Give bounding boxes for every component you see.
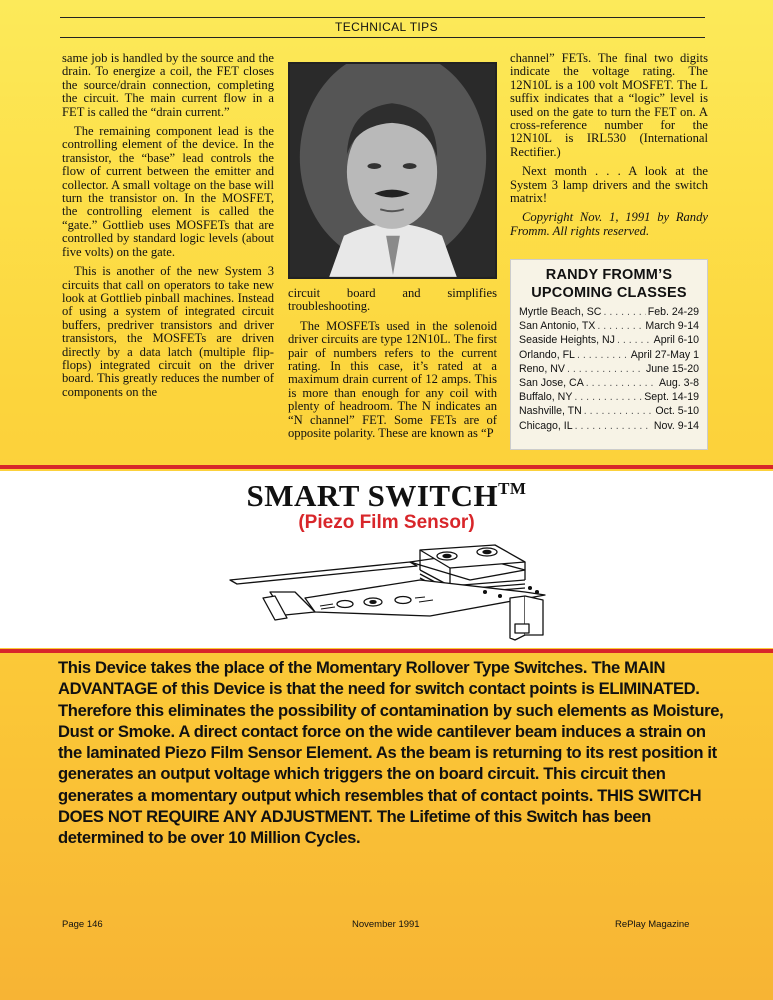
article-paragraph: Next month . . . A look at the System 3 lamp drivers and the switch matrix! xyxy=(510,164,708,206)
article-column-3 xyxy=(510,52,708,244)
class-city: Nashville, TN xyxy=(519,405,582,418)
class-date: Aug. 3-8 xyxy=(658,377,699,390)
class-row xyxy=(519,390,699,404)
class-date: June 15-20 xyxy=(645,362,699,375)
article-paragraph: The MOSFETs used in the solenoid driver circuits are type 12N10L. The first pair of numbers refers to the current rating. In this case, it’s rated at a maximum drain current of 12 amps. This is more than enough for any coil with plenty of headroom. The N indicates an “N channel” FET. Some FETs are of opposite polarity. These are known as “P xyxy=(288,318,497,441)
magazine-name: RePlay Magazine xyxy=(615,919,690,930)
ad-subtitle: (Piezo Film Sensor) xyxy=(298,512,475,533)
class-date: April 6-10 xyxy=(653,334,699,347)
class-city: San Antonio, TX xyxy=(519,320,596,333)
class-date: Sept. 14-19 xyxy=(644,391,699,404)
class-city: Buffalo, NY xyxy=(519,391,573,404)
class-row xyxy=(519,348,699,362)
class-row xyxy=(519,333,699,347)
class-row xyxy=(519,404,699,418)
article-column-1 xyxy=(62,52,274,405)
article-column-2 xyxy=(288,287,497,446)
ad-title xyxy=(0,478,773,514)
ad-title-text: SMART SWITCH xyxy=(246,478,499,513)
class-date: Feb. 24-29 xyxy=(647,306,699,318)
article-paragraph: This is another of the new System 3 circuits that call on operators to take new look at Gottlieb pinball machines. Instead of using a system of integrated circuit buffers, predriver transistors and driver transistors, the MOSFETs are driven directly by a data latch (multiple flip-flops) integrated circuit on the driver board. This greatly reduces the number of components on the xyxy=(62,264,274,399)
switch-illustration xyxy=(225,540,570,645)
class-row xyxy=(519,305,699,319)
issue-date: November 1991 xyxy=(352,919,420,930)
copyright-notice: Copyright Nov. 1, 1991 by Randy Fromm. All rights reserved. xyxy=(510,210,708,238)
class-row xyxy=(519,319,699,333)
article-paragraph: circuit board and simplifies troubleshooting. xyxy=(288,286,497,314)
header-rule-top xyxy=(60,17,705,18)
class-date: Nov. 9-14 xyxy=(653,419,699,432)
class-city: Reno, NV xyxy=(519,362,565,375)
article-paragraph: The remaining component lead is the controlling element of the device. In the transistor, the “base” lead controls the flow of current between the emitter and collector. A small voltage on the base will turn the transistor on. In the MOSFET, the controlling element is called the “gate.” Gottlieb uses MOSFETs that are controlled by standard logic levels (about five volts) on the gate. xyxy=(62,124,274,259)
class-date: March 9-14 xyxy=(645,320,699,333)
portrait-image xyxy=(290,64,495,277)
class-city: Myrtle Beach, SC xyxy=(519,306,602,318)
article-paragraph: channel” FETs. The final two digits indicate the voltage rating. The 12N10L is a 100 volt MOSFET. The L suffix indicates that a “logic” level is used on the gate to turn the FET on. A cross-reference number for the 12N10L is IRL530 (International Rectifier.) xyxy=(510,51,708,159)
author-photo xyxy=(288,62,497,279)
section-header: TECHNICAL TIPS xyxy=(335,20,438,34)
class-row xyxy=(519,419,699,433)
class-city: Orlando, FL xyxy=(519,348,575,361)
upcoming-classes-box xyxy=(510,259,708,450)
trademark-mark: TM xyxy=(498,479,527,498)
page-number: Page 146 xyxy=(62,919,103,930)
class-city: Seaside Heights, NJ xyxy=(519,334,615,347)
class-row xyxy=(519,362,699,376)
class-date: Oct. 5-10 xyxy=(655,405,699,418)
ad-body-text: This Device takes the place of the Momentary Rollover Type Switches. The MAIN ADVANTAGE of this Device is that the need for switch contact points is ELIMINATED. Therefore this eliminates the possibility of contamination by such elements as Moisture, Dust or Smoke. A direct contact force on the wide cantilever beam induces a strain on the laminated Piezo Film Sensor Element. As the beam is returning to its rest position it generates an output voltage which triggers the on board circuit. This circuit then generates a momentary output which resembles that of contact points. THIS SWITCH DOES NOT REQUIRE ANY ADJUSTMENT. The Lifetime of this Switch has been determined to be over 10 Million Cycles. xyxy=(58,658,724,848)
ad-top-red-stripe xyxy=(0,465,773,469)
classes-list xyxy=(511,305,707,433)
class-row xyxy=(519,376,699,390)
article-paragraph: same job is handled by the source and the drain. To energize a coil, the FET closes the source/drain connection, completing the circuit. The main current flow in a FET is called the “drain current.” xyxy=(62,51,274,119)
class-date: April 27-May 1 xyxy=(630,348,699,361)
class-city: San Jose, CA xyxy=(519,377,584,390)
classes-title-line-2: UPCOMING CLASSES xyxy=(531,285,687,301)
header-rule-bottom xyxy=(60,37,705,38)
classes-title-line-1: RANDY FROMM’S xyxy=(545,267,673,283)
class-city: Chicago, IL xyxy=(519,419,573,432)
ad-bottom-red-stripe xyxy=(0,649,773,653)
